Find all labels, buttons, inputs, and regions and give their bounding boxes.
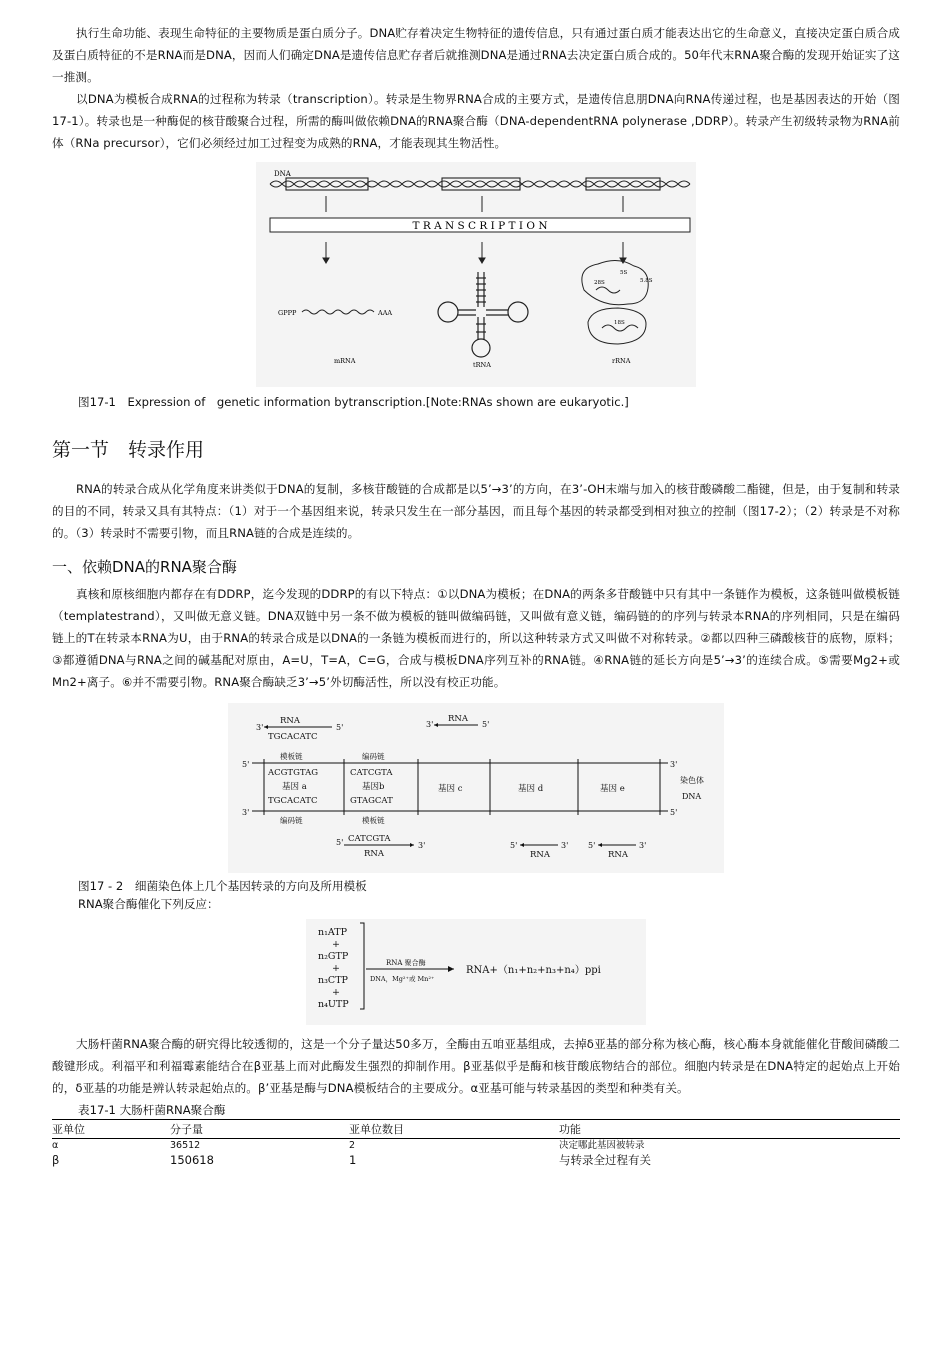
document-page [52, 22, 900, 1167]
header-subunit-count: 亚单位数目 [349, 1120, 559, 1139]
top-right-5prime: 5' [482, 720, 490, 729]
reaction-figure [306, 919, 646, 1025]
figure-17-2-caption: 图17 - 2 细菌染色体上几个基因转录的方向及所用模板 [78, 879, 367, 893]
r58s-label: 5.8S [640, 278, 653, 284]
top-seq: TGCACATC [268, 732, 318, 742]
strand-bottom-3prime: 3' [242, 808, 250, 817]
cell-subunit: α [52, 1140, 59, 1151]
coding-label-a: 编码链 [280, 816, 303, 825]
cell-function: 决定哪此基因被转录 [559, 1140, 645, 1151]
cofactor-label: DNA，Mg²⁺或 Mn²⁺ [370, 975, 435, 983]
gene-d-label: 基因 d [518, 784, 544, 794]
strand-bottom-5prime: 5' [670, 808, 678, 817]
transcription-diagram [256, 162, 696, 387]
cell-molecular-weight: 150618 [170, 1153, 214, 1167]
figure-17-1 [256, 162, 696, 387]
bottom-right-3prime: 3' [639, 841, 647, 850]
r5s-label: 5S [620, 270, 628, 276]
gene-a-label: 基因 a [282, 782, 307, 792]
section-paragraph-1: RNA的转录合成从化学角度来讲类似于DNA的复制，多核苷酸链的合成都是以5’→3’的方向，在3’-OH末端与加入的核苷酸磷酸二酯键，但是，由于复制和转录的目的不同，转录又具有其特点：（1）对于一个基因组来说，转录只发生在一部分基因，而且每个基因的转录都受到相对独立的控制（图17-2）；（2）转录是不对称的。（3）转录时不需要引物，而且RNA链的合成是连续的。 [52, 482, 900, 540]
section-title: 第一节 转录作用 [52, 439, 205, 461]
figure-17-2 [228, 703, 724, 873]
reaction-intro: RNA聚合酶催化下列反应： [78, 897, 219, 911]
gene-c-label: 基因 c [438, 784, 463, 794]
top-right-3prime: 3' [426, 720, 434, 729]
atp-term: n₁ATP [318, 927, 347, 938]
intro-paragraph-2: 以DNA为模板合成RNA的过程称为转录（transcription）。转录是生物界RNA合成的主要方式，是遗传信息朋DNA向RNA传递过程，也是基因表达的开始（图17-1）。转录也是一种酶促的核苷酸聚合过程，所需的酶叫做依赖DNA的RNA聚合酶（DNA-dependentRNA polynerase ,DDRP）。转录产生初级转录物为RNA前体（RNa precursor），它们必须经过加工过程变为成熟的RNA，才能表现其生物活性。 [52, 92, 900, 150]
bottom-left-3prime: 3' [418, 841, 426, 850]
coding-label-b: 编码链 [362, 752, 385, 761]
utp-term: n₄UTP [318, 999, 349, 1010]
rna-polymerase-table [52, 1119, 900, 1167]
dna-label: DNA [274, 170, 291, 178]
top-left-3prime: 3' [256, 723, 264, 732]
strand-top-5prime: 5' [242, 760, 250, 769]
bottom-right-5prime: 5' [588, 841, 596, 850]
top-left-5prime: 5' [336, 723, 344, 732]
header-subunit: 亚单位 [52, 1120, 170, 1139]
top-left-rna: RNA [280, 716, 300, 726]
gppp-label: GPPP [278, 309, 297, 317]
cell-function: 与转录全过程有关 [559, 1153, 651, 1167]
rrna-label: rRNA [612, 357, 631, 365]
figure-17-1-caption: 图17-1 Expression of genetic information bytranscription.[Note:RNAs shown are eukaryotic.] [78, 395, 629, 409]
bottom-mid-5prime: 5' [510, 841, 518, 850]
bottom-mid-rna: RNA [530, 850, 550, 860]
table-title: 表17-1 大肠杆菌RNA聚合酶 [78, 1103, 226, 1117]
reaction-diagram [306, 919, 646, 1025]
cell-subunit-count: 2 [349, 1140, 356, 1151]
plus-2: + [332, 963, 340, 974]
intro-paragraph-1: 执行生命功能、表现生命特征的主要物质是蛋白质分子。DNA贮存着决定生物特征的遗传信息，只有通过蛋白质才能表达出它的生命意义，直接决定蛋白质合成及蛋白质特征的不是RNA而是DNA，因而人们确定DNA是遗传信息贮存者后就推测DNA是通过RNA去决定蛋白质合成的。50年代末RNA聚合酶的发现开始证实了这一推测。 [52, 26, 900, 84]
gene-b-seq-top: CATCGTA [350, 768, 393, 778]
gene-b-label: 基因b [362, 782, 385, 792]
gtp-term: n₂GTP [318, 951, 349, 962]
aaa-label: AAA [378, 309, 393, 317]
table-header-row [52, 1120, 900, 1139]
table-row [52, 1139, 900, 1154]
chromosome-label: 染色体 [680, 776, 704, 785]
subsection-title: 一、依赖DNA的RNA聚合酶 [52, 558, 237, 576]
gene-a-seq-top: ACGTGTAG [268, 768, 319, 778]
header-molecular-weight: 分子量 [170, 1120, 349, 1139]
ecoli-paragraph: 大肠杆菌RNA聚合酶的研究得比较透彻的，这是一个分子量达50多万，全酶由五咱亚基组成，去掉δ亚基的部分称为核心酶，核心酶本身就能催化苷酸间磷酸二酸键形成。利福平和利福霉素能结合在β亚基上而对此酶发生强烈的抑制作用。β亚基似乎是酶和核苷酸底物结合的部位。细胞内转录是在DNA特定的起始点上开始的，δ亚基的功能是辨认转录起始点的。β’亚基是酶与DNA模板结合的主要成分。α亚基可能与转录基因的类型和种类有关。 [52, 1037, 900, 1095]
cell-subunit-count: 1 [349, 1153, 357, 1167]
gene-a-seq-bottom: TGCACATC [268, 796, 318, 806]
table-row [52, 1153, 900, 1167]
plus-1: + [332, 939, 340, 950]
top-right-rna: RNA [448, 714, 468, 724]
strand-top-3prime: 3' [670, 760, 678, 769]
bottom-left-rna: RNA [364, 849, 384, 859]
subsection-paragraph-1: 真核和原核细胞内都存在有DDRP，迄今发现的DDRP的有以下特点：①以DNA为模板；在DNA的两条多苷酸链中只有其中一条链作为模板，这条链叫做模板链（templatestrand），又叫做无意义链。DNA双链中另一条不做为模板的链叫做编码链，又叫做有意义链，编码链的的序列与转录本RNA的序列相同，只是在编码链上的T在转录本RNA为U，由于RNA的转录合成是以DNA的一条链为模板而进行的，所以这种转录方式又叫做不对称转录。②都以四种三磷酸核苷的底物，原料；③都遵循DNA与RNA之间的碱基配对原由，A=U，T=A，C=G，合成与模板DNA序列互补的RNA链。④RNA链的延长方向是5’→3’的连续合成。⑤需要Mg2+或Mn2+离子。⑥并不需要引物。RNA聚合酶缺乏3’→5’外切酶活性，所以没有校正功能。 [52, 587, 900, 689]
cell-molecular-weight: 36512 [170, 1140, 201, 1151]
template-label-a: 模板链 [280, 752, 303, 761]
r28s-label: 28S [594, 280, 605, 286]
product-term: RNA+（n₁+n₂+n₃+n₄）ppi [466, 965, 601, 976]
chromosome-dna-label: DNA [682, 792, 702, 801]
gene-b-seq-bottom: GTAGCAT [350, 796, 393, 806]
mrna-label: mRNA [334, 357, 356, 365]
enzyme-label: RNA 聚合酶 [386, 959, 426, 967]
ctp-term: n₃CTP [318, 975, 348, 986]
trna-label: tRNA [473, 361, 491, 369]
bottom-right-rna: RNA [608, 850, 628, 860]
gene-direction-diagram [228, 703, 724, 873]
bottom-left-5prime: 5' [336, 838, 344, 847]
bottom-seq: CATCGTA [348, 834, 391, 844]
transcription-label: T R A N S C R I P T I O N [412, 220, 548, 232]
header-function: 功能 [559, 1120, 900, 1139]
plus-3: + [332, 987, 340, 998]
r18s-label: 18S [614, 320, 625, 326]
gene-e-label: 基因 e [600, 784, 625, 794]
cell-subunit: β [52, 1153, 60, 1167]
bottom-mid-3prime: 3' [561, 841, 569, 850]
template-label-b: 模板链 [362, 816, 385, 825]
